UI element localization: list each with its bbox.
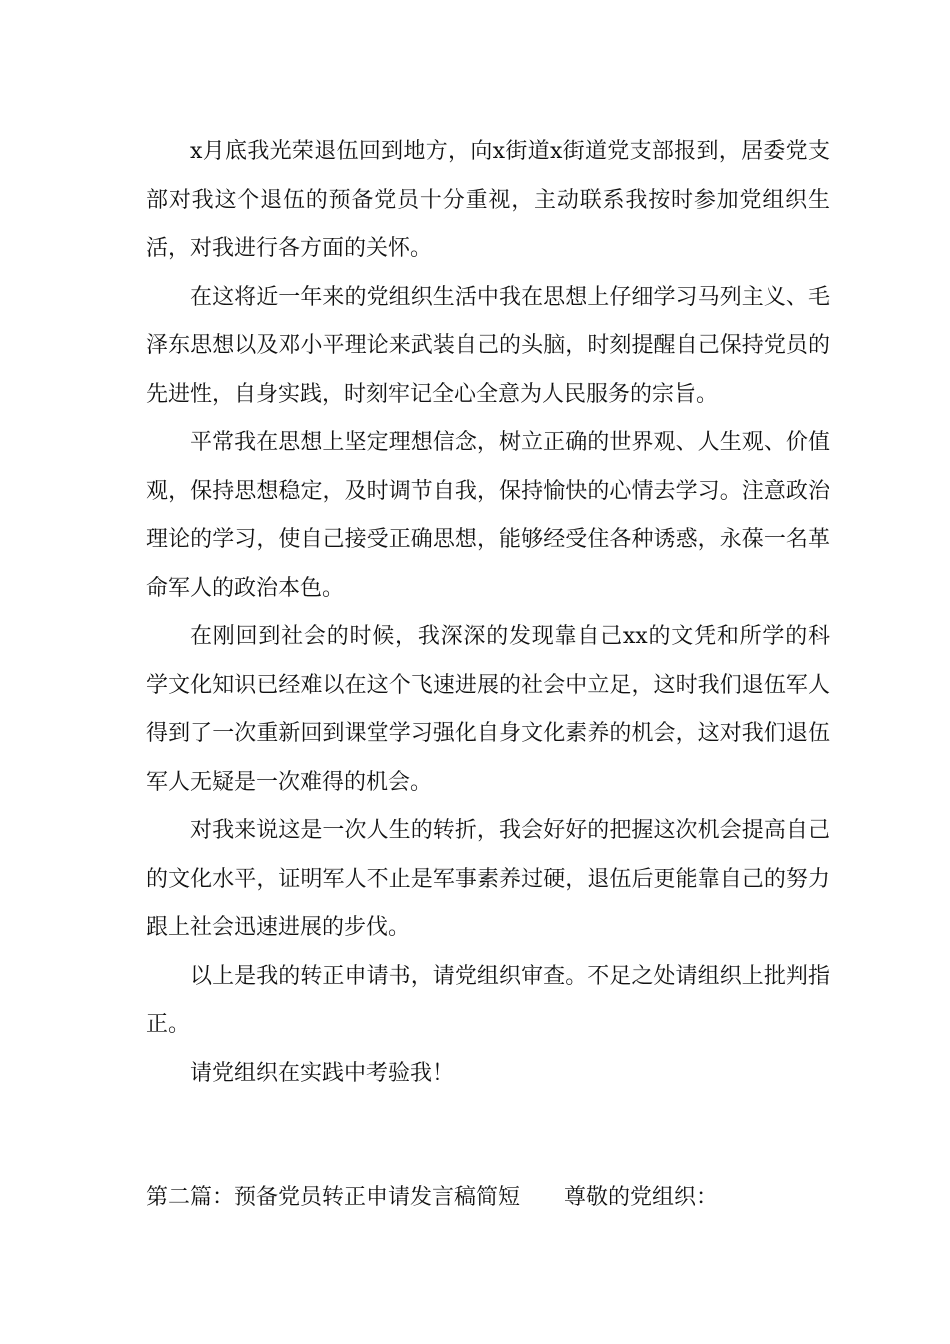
document-body <box>146 128 830 1098</box>
section-title: 第二篇：预备党员转正申请发言稿简短 <box>146 1185 521 1210</box>
paragraph-6: 以上是我的转正申请书，请党组织审查。不足之处请组织上批判指正。 <box>146 963 830 1037</box>
paragraph-2: 在这将近一年来的党组织生活中我在思想上仔细学习马列主义、毛泽东思想以及邓小平理论来武装自己的头脑，时刻提醒自己保持党员的先进性，自身实践，时刻牢记全心全意为人民服务的宗旨。 <box>146 284 830 407</box>
paragraph-1: x月底我光荣退伍回到地方，向x街道x街道党支部报到，居委党支部对我这个退伍的预备党员十分重视，主动联系我按时参加党组织生活，对我进行各方面的关怀。 <box>146 139 830 261</box>
paragraph-5: 对我来说这是一次人生的转折，我会好好的把握这次机会提高自己的文化水平，证明军人不止是军事素养过硬，退伍后更能靠自己的努力跟上社会迅速进展的步伐。 <box>146 818 830 940</box>
closing-line: 请党组织在实践中考验我！ <box>190 1060 455 1086</box>
paragraph-4: 在刚回到社会的时候，我深深的发现靠自己xx的文凭和所学的科学文化知识已经难以在这个飞速进展的社会中立足，这时我们退伍军人得到了一次重新回到课堂学习强化自身文化素养的机会，这对我们退伍军人无疑是一次难得的机会。 <box>146 624 830 795</box>
section-heading <box>146 1174 830 1222</box>
salutation: 尊敬的党组织： <box>564 1185 719 1210</box>
paragraph-3: 平常我在思想上坚定理想信念，树立正确的世界观、人生观、价值观，保持思想稳定，及时调节自我，保持愉快的心情去学习。注意政治理论的学习，使自己接受正确思想，能够经受住各种诱惑，永葆一名革命军人的政治本色。 <box>146 430 830 601</box>
